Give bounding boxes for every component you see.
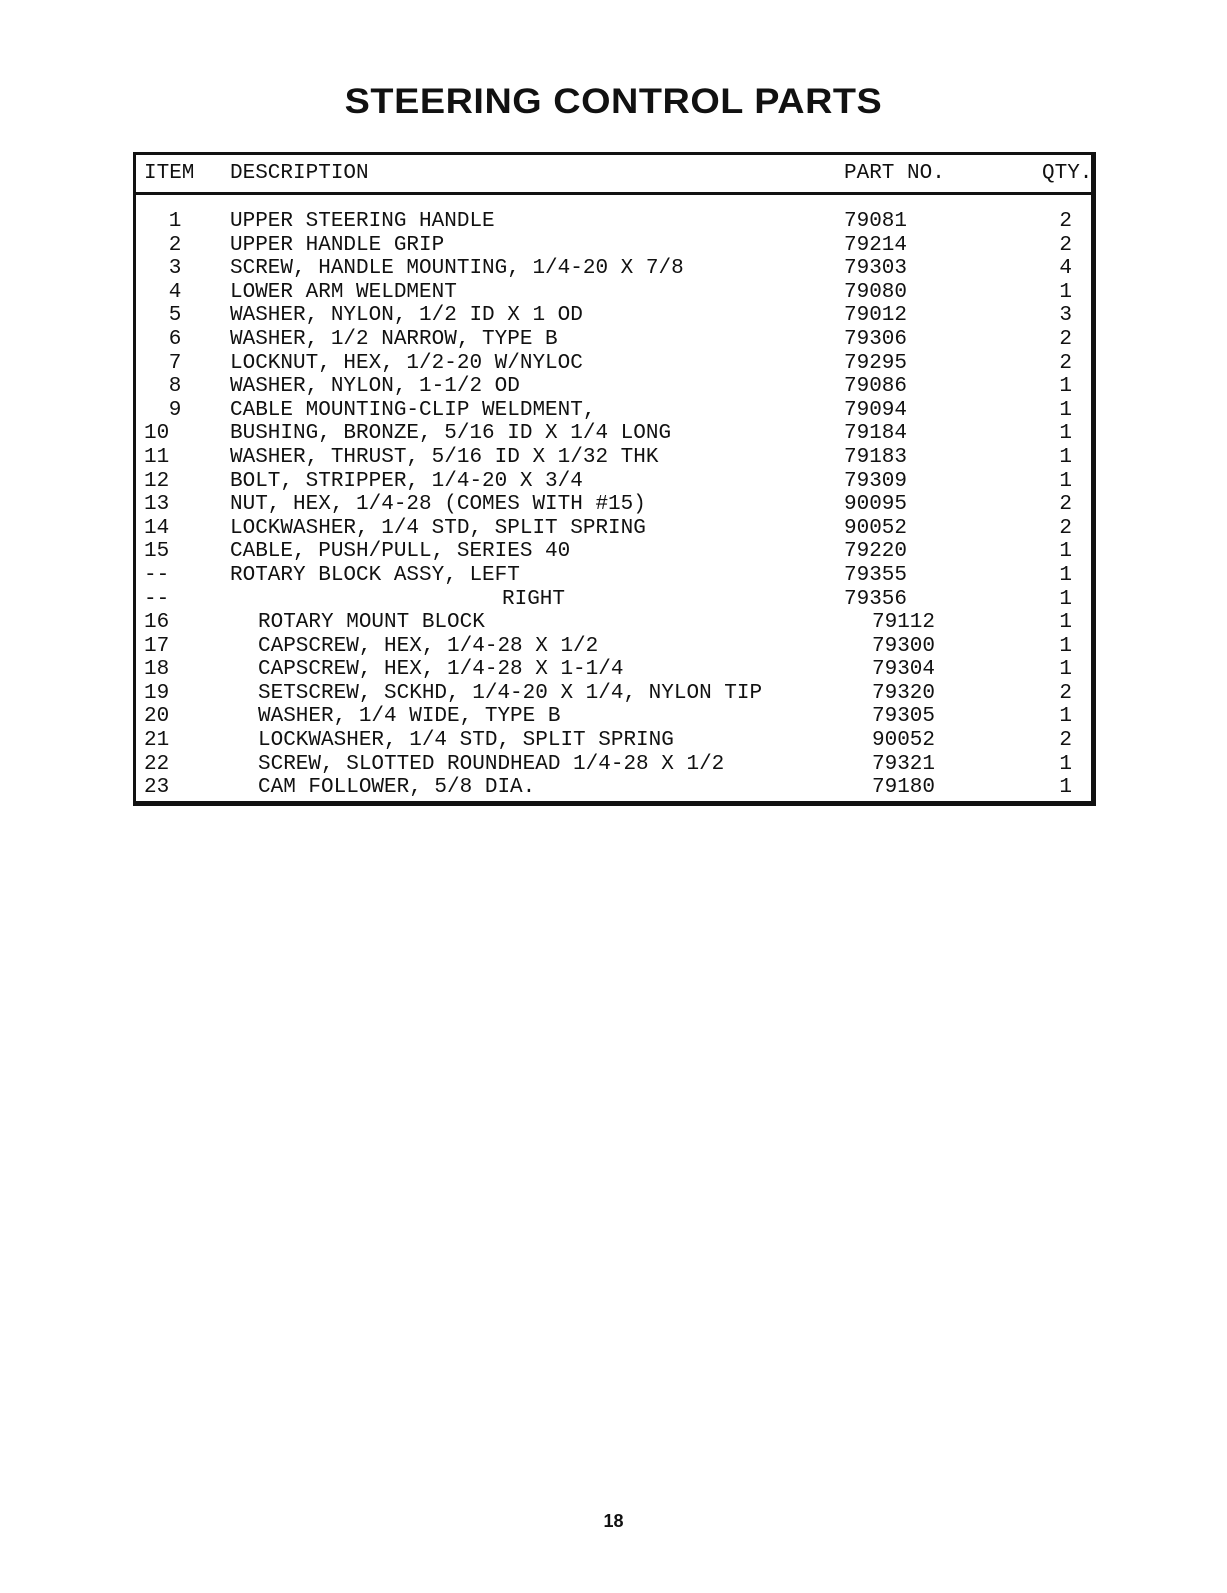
table-row [136, 352, 1091, 376]
parts-table [133, 152, 1096, 806]
quantity: 1 [1059, 398, 1072, 422]
table-row [136, 588, 1091, 612]
item-description: SCREW, SLOTTED ROUNDHEAD 1/4-28 X 1/2 [258, 752, 725, 776]
item-number: 2 [168, 233, 182, 257]
table-row [136, 422, 1091, 446]
quantity: 2 [1059, 681, 1072, 705]
part-number: 90052 [872, 729, 936, 753]
table-row [136, 658, 1091, 682]
header-description: DESCRIPTION [230, 162, 369, 185]
quantity: 1 [1059, 587, 1072, 611]
header-qty: QTY. [1042, 162, 1093, 185]
quantity: 2 [1059, 327, 1072, 351]
item-number: 5 [168, 304, 182, 328]
item-description: CABLE MOUNTING-CLIP WELDMENT, [230, 398, 596, 422]
quantity: 1 [1059, 445, 1072, 469]
item-number: 9 [168, 398, 182, 422]
part-number: 79295 [844, 351, 908, 375]
item-number: 11 [144, 445, 170, 469]
part-number: 79356 [844, 587, 908, 611]
quantity: 1 [1059, 422, 1072, 446]
page-number: 18 [603, 1511, 624, 1531]
item-description: LOCKNUT, HEX, 1/2-20 W/NYLOC [230, 351, 583, 375]
page-title: STEERING CONTROL PARTS [344, 82, 883, 121]
table-row [136, 375, 1091, 399]
table-row [136, 564, 1091, 588]
part-number: 79080 [844, 280, 908, 304]
item-description: WASHER, NYLON, 1-1/2 OD [230, 375, 520, 399]
item-description: BUSHING, BRONZE, 5/16 ID X 1/4 LONG [230, 422, 672, 446]
quantity: 1 [1059, 611, 1072, 635]
item-description: CABLE, PUSH/PULL, SERIES 40 [230, 540, 571, 564]
part-number: 90095 [844, 493, 908, 517]
item-number: 15 [144, 540, 170, 564]
part-number: 79305 [872, 705, 936, 729]
table-row [136, 470, 1091, 494]
part-number: 79220 [844, 540, 908, 564]
item-description: SETSCREW, SCKHD, 1/4-20 X 1/4, NYLON TIP [258, 681, 763, 705]
table-row [136, 493, 1091, 517]
part-number: 79112 [872, 611, 936, 635]
quantity: 4 [1059, 257, 1072, 281]
item-description: CAPSCREW, HEX, 1/4-28 X 1-1/4 [258, 658, 624, 682]
part-number: 79303 [844, 257, 908, 281]
item-description: WASHER, 1/4 WIDE, TYPE B [258, 705, 561, 729]
item-description: LOCKWASHER, 1/4 STD, SPLIT SPRING [230, 516, 646, 540]
item-description: WASHER, THRUST, 5/16 ID X 1/32 THK [230, 445, 659, 469]
quantity: 2 [1059, 210, 1072, 233]
quantity: 1 [1059, 752, 1072, 776]
quantity: 1 [1059, 469, 1072, 493]
table-row [136, 611, 1091, 635]
item-description: LOWER ARM WELDMENT [230, 280, 457, 304]
item-number: 10 [144, 422, 170, 446]
quantity: 1 [1059, 634, 1072, 658]
item-description: SCREW, HANDLE MOUNTING, 1/4-20 X 7/8 [230, 257, 684, 281]
item-number: 18 [144, 658, 170, 682]
table-row [136, 776, 1091, 800]
header-item: ITEM [144, 162, 195, 185]
item-description: CAM FOLLOWER, 5/8 DIA. [258, 776, 536, 800]
part-number: 79306 [844, 327, 908, 351]
quantity: 1 [1059, 375, 1072, 399]
part-number: 79304 [872, 658, 936, 682]
part-number: 79183 [844, 445, 908, 469]
item-number: 16 [144, 611, 170, 635]
table-body [136, 210, 1091, 800]
item-number: 4 [168, 280, 182, 304]
table-row [136, 517, 1091, 541]
item-description: ROTARY BLOCK ASSY, LEFT [230, 563, 520, 587]
table-row [136, 328, 1091, 352]
item-number: 14 [144, 516, 170, 540]
table-header [136, 155, 1091, 195]
part-number: 79180 [872, 776, 936, 800]
part-number: 79355 [844, 563, 908, 587]
part-number: 79184 [844, 422, 908, 446]
quantity: 1 [1059, 563, 1072, 587]
item-description: WASHER, 1/2 NARROW, TYPE B [230, 327, 558, 351]
part-number: 79321 [872, 752, 936, 776]
table-row [136, 257, 1091, 281]
item-number: 19 [144, 681, 170, 705]
item-number: 3 [168, 257, 182, 281]
item-number: 13 [144, 493, 170, 517]
part-number: 79081 [844, 210, 908, 233]
quantity: 1 [1059, 776, 1072, 800]
item-number: 20 [144, 705, 170, 729]
item-number: 1 [168, 210, 182, 233]
item-number: 7 [168, 351, 182, 375]
part-number: 90052 [844, 516, 908, 540]
item-description: UPPER HANDLE GRIP [230, 233, 445, 257]
item-description: BOLT, STRIPPER, 1/4-20 X 3/4 [230, 469, 583, 493]
item-number: 22 [144, 752, 170, 776]
item-number: 23 [144, 776, 170, 800]
item-description: WASHER, NYLON, 1/2 ID X 1 OD [230, 304, 583, 328]
item-description: CAPSCREW, HEX, 1/4-28 X 1/2 [258, 634, 599, 658]
table-row [136, 753, 1091, 777]
table-row [136, 399, 1091, 423]
item-number: 8 [168, 375, 182, 399]
item-description: ROTARY MOUNT BLOCK [258, 611, 485, 635]
item-number: 12 [144, 469, 170, 493]
table-row [136, 729, 1091, 753]
item-number: 21 [144, 729, 170, 753]
table-row [136, 304, 1091, 328]
part-number: 79309 [844, 469, 908, 493]
quantity: 1 [1059, 540, 1072, 564]
item-description: LOCKWASHER, 1/4 STD, SPLIT SPRING [258, 729, 674, 753]
part-number: 79320 [872, 681, 936, 705]
table-row [136, 281, 1091, 305]
part-number: 79300 [872, 634, 936, 658]
part-number: 79086 [844, 375, 908, 399]
item-number: -- [144, 563, 170, 587]
item-number: 6 [168, 327, 182, 351]
quantity: 3 [1059, 304, 1072, 328]
quantity: 2 [1059, 233, 1072, 257]
table-row [136, 705, 1091, 729]
table-row [136, 210, 1091, 234]
table-row [136, 635, 1091, 659]
quantity: 2 [1059, 516, 1072, 540]
part-number: 79214 [844, 233, 908, 257]
table-row [136, 446, 1091, 470]
table-row [136, 682, 1091, 706]
header-part-no: PART NO. [844, 162, 945, 185]
quantity: 2 [1059, 729, 1072, 753]
item-description: UPPER STEERING HANDLE [230, 210, 495, 233]
table-row [136, 234, 1091, 258]
item-description: RIGHT [502, 587, 566, 611]
quantity: 2 [1059, 351, 1072, 375]
table-row [136, 540, 1091, 564]
part-number: 79012 [844, 304, 908, 328]
quantity: 1 [1059, 280, 1072, 304]
item-number: 17 [144, 634, 170, 658]
quantity: 1 [1059, 705, 1072, 729]
item-number: -- [144, 587, 170, 611]
item-description: NUT, HEX, 1/4-28 (COMES WITH #15) [230, 493, 646, 517]
part-number: 79094 [844, 398, 908, 422]
quantity: 1 [1059, 658, 1072, 682]
quantity: 2 [1059, 493, 1072, 517]
